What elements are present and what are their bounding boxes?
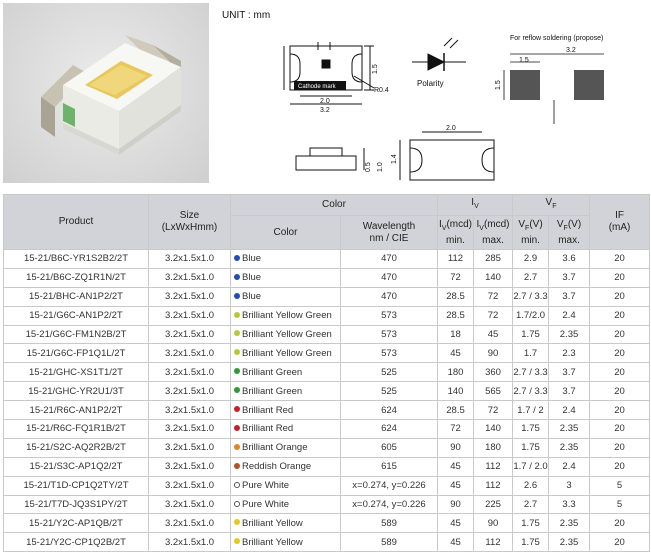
vf-min-cell: 1.7 / 2.0 (513, 457, 549, 476)
size-cell: 3.2x1.5x1.0 (149, 420, 231, 439)
iv-min-cell: 180 (438, 363, 474, 382)
iv-max-cell: 112 (474, 457, 513, 476)
table-row (4, 457, 650, 476)
color-dot-icon (234, 444, 240, 450)
color-name: Brilliant Yellow (242, 517, 303, 529)
header-vf-group: $V_F$ (513, 195, 590, 216)
vf-max-cell: 2.35 (549, 325, 590, 344)
iv-min-cell: 90 (438, 438, 474, 457)
color-name: Brilliant Red (242, 404, 294, 416)
table-row (4, 420, 650, 439)
header-product: Product (4, 195, 149, 250)
color-name: Brilliant Yellow (242, 536, 303, 548)
vf-max-cell: 3.3 (549, 495, 590, 514)
if-cell: 5 (590, 495, 650, 514)
table-row (4, 514, 650, 533)
size-cell: 3.2x1.5x1.0 (149, 438, 231, 457)
vf-min-cell: 2.9 (513, 250, 549, 269)
iv-min-cell: 45 (438, 344, 474, 363)
top-section (0, 0, 651, 190)
iv-max-cell: 225 (474, 495, 513, 514)
if-cell: 20 (590, 287, 650, 306)
color-cell (231, 325, 341, 344)
vf-min-cell: 2.7 / 3.3 (513, 382, 549, 401)
table-row (4, 533, 650, 552)
product-cell: 15-21/G6C-FM1N2B/2T (4, 325, 149, 344)
product-cell: 15-21/S2C-AQ2R2B/2T (4, 438, 149, 457)
table-row (4, 476, 650, 495)
product-cell: 15-21/G6C-AN1P2/2T (4, 306, 149, 325)
iv-min-cell: 90 (438, 495, 474, 514)
table-row (4, 401, 650, 420)
size-cell: 3.2x1.5x1.0 (149, 306, 231, 325)
table-row (4, 306, 650, 325)
color-name: Brilliant Green (242, 366, 303, 378)
iv-max-cell: 112 (474, 533, 513, 552)
vf-max-cell: 2.35 (549, 514, 590, 533)
product-cell: 15-21/T7D-JQ3S1PY/2T (4, 495, 149, 514)
if-cell: 20 (590, 363, 650, 382)
dim-radius: R0.4 (374, 87, 389, 94)
vf-max-cell: 3 (549, 476, 590, 495)
color-cell (231, 457, 341, 476)
color-dot-icon (234, 501, 240, 507)
product-cell: 15-21/R6C-AN1P2/2T (4, 401, 149, 420)
size-cell: 3.2x1.5x1.0 (149, 382, 231, 401)
vf-max-cell: 3.7 (549, 287, 590, 306)
dim-top-outer-width: 3.2 (320, 107, 330, 114)
unit-label: UNIT : mm (222, 10, 271, 21)
color-name: Brilliant Red (242, 423, 294, 435)
spec-table-body (4, 250, 650, 552)
vf-max-cell: 2.4 (549, 401, 590, 420)
table-row (4, 287, 650, 306)
if-cell: 20 (590, 306, 650, 325)
color-dot-icon (234, 519, 240, 525)
wavelength-cell: 573 (341, 325, 438, 344)
reflow-title: For reflow soldering (propose) (510, 35, 604, 42)
cathode-mark-label: Cathode mark (298, 84, 336, 90)
product-cell: 15-21/GHC-YR2U1/3T (4, 382, 149, 401)
product-cell: 15-21/G6C-FP1Q1L/2T (4, 344, 149, 363)
size-cell: 3.2x1.5x1.0 (149, 363, 231, 382)
table-row (4, 268, 650, 287)
product-cell: 15-21/Y2C-AP1QB/2T (4, 514, 149, 533)
wavelength-cell: 615 (341, 457, 438, 476)
vf-max-cell: 2.4 (549, 306, 590, 325)
header-vf-max: $V_F(V)$ max. (549, 216, 590, 250)
wavelength-cell: 624 (341, 420, 438, 439)
wavelength-cell: 573 (341, 306, 438, 325)
color-name: Brilliant Green (242, 385, 303, 397)
dim-side-t2: 1.0 (377, 162, 384, 172)
wavelength-cell: 525 (341, 382, 438, 401)
wavelength-cell: 624 (341, 401, 438, 420)
spec-table (3, 194, 650, 552)
dimension-drawing (214, 24, 651, 190)
vf-max-cell: 3.7 (549, 363, 590, 382)
color-cell (231, 476, 341, 495)
smd-led-image (3, 3, 209, 183)
iv-max-cell: 180 (474, 438, 513, 457)
dim-pad-height: 1.5 (495, 80, 502, 90)
vf-min-cell: 2.7 (513, 268, 549, 287)
if-cell: 20 (590, 457, 650, 476)
if-cell: 20 (590, 533, 650, 552)
wavelength-cell: 573 (341, 344, 438, 363)
iv-max-cell: 565 (474, 382, 513, 401)
if-cell: 5 (590, 476, 650, 495)
vf-min-cell: 2.7 (513, 495, 549, 514)
color-dot-icon (234, 293, 240, 299)
color-dot-icon (234, 387, 240, 393)
color-dot-icon (234, 274, 240, 280)
iv-max-cell: 140 (474, 268, 513, 287)
color-cell (231, 514, 341, 533)
iv-min-cell: 28.5 (438, 401, 474, 420)
color-dot-icon (234, 482, 240, 488)
if-cell: 20 (590, 438, 650, 457)
wavelength-cell: x=0.274, y=0.226 (341, 476, 438, 495)
color-dot-icon (234, 425, 240, 431)
vf-max-cell: 2.35 (549, 438, 590, 457)
wavelength-cell: 470 (341, 250, 438, 269)
vf-min-cell: 1.75 (513, 325, 549, 344)
iv-min-cell: 45 (438, 533, 474, 552)
iv-min-cell: 45 (438, 457, 474, 476)
color-name: Brilliant Yellow Green (242, 310, 332, 322)
polarity-symbol (412, 38, 466, 71)
vf-max-cell: 2.35 (549, 420, 590, 439)
iv-max-cell: 72 (474, 306, 513, 325)
color-dot-icon (234, 312, 240, 318)
color-cell (231, 306, 341, 325)
vf-min-cell: 1.75 (513, 533, 549, 552)
color-dot-icon (234, 538, 240, 544)
header-iv-group: $I_V$ (438, 195, 513, 216)
color-cell (231, 382, 341, 401)
color-dot-icon (234, 368, 240, 374)
color-name: Brilliant Orange (242, 442, 308, 454)
product-cell: 15-21/GHC-XS1T1/2T (4, 363, 149, 382)
size-cell: 3.2x1.5x1.0 (149, 514, 231, 533)
iv-min-cell: 140 (438, 382, 474, 401)
iv-min-cell: 45 (438, 514, 474, 533)
vf-min-cell: 2.7 / 3.3 (513, 287, 549, 306)
bottom-view-outline (400, 132, 494, 180)
color-name: Pure White (242, 480, 289, 492)
polarity-label: Polarity (417, 79, 444, 88)
iv-max-cell: 90 (474, 514, 513, 533)
table-row (4, 495, 650, 514)
iv-min-cell: 28.5 (438, 306, 474, 325)
color-name: Blue (242, 272, 262, 284)
vf-min-cell: 2.6 (513, 476, 549, 495)
color-cell (231, 420, 341, 439)
size-cell: 3.2x1.5x1.0 (149, 495, 231, 514)
iv-max-cell: 140 (474, 420, 513, 439)
wavelength-cell: 589 (341, 514, 438, 533)
dim-bottom-width: 2.0 (446, 125, 456, 132)
table-row (4, 363, 650, 382)
iv-max-cell: 360 (474, 363, 513, 382)
dim-top-inner-width: 2.0 (320, 98, 330, 105)
color-cell (231, 268, 341, 287)
wavelength-cell: 605 (341, 438, 438, 457)
color-dot-icon (234, 349, 240, 355)
product-cell: 15-21/B6C-YR1S2B2/2T (4, 250, 149, 269)
iv-min-cell: 72 (438, 268, 474, 287)
color-dot-icon (234, 330, 240, 336)
color-name: Pure White (242, 499, 289, 511)
product-cell: 15-21/B6C-ZQ1R1N/2T (4, 268, 149, 287)
color-dot-icon (234, 406, 240, 412)
header-size: Size (LxWxHmm) (149, 195, 231, 250)
iv-max-cell: 90 (474, 344, 513, 363)
dim-side-t1: 0.5 (365, 162, 372, 172)
size-cell: 3.2x1.5x1.0 (149, 287, 231, 306)
color-cell (231, 533, 341, 552)
color-cell (231, 495, 341, 514)
reflow-pads (504, 54, 604, 124)
table-row (4, 438, 650, 457)
wavelength-cell: 470 (341, 268, 438, 287)
header-wavelength: Wavelength nm / CIE (341, 216, 438, 250)
size-cell: 3.2x1.5x1.0 (149, 250, 231, 269)
color-dot-icon (234, 463, 240, 469)
vf-max-cell: 2.35 (549, 533, 590, 552)
if-cell: 20 (590, 325, 650, 344)
color-cell (231, 344, 341, 363)
color-dot-icon (234, 255, 240, 261)
vf-max-cell: 2.4 (549, 457, 590, 476)
color-cell (231, 401, 341, 420)
if-cell: 20 (590, 401, 650, 420)
color-name: Blue (242, 291, 262, 303)
dim-pad-width: 1.5 (519, 57, 529, 64)
vf-min-cell: 2.7 / 3.3 (513, 363, 549, 382)
if-cell: 20 (590, 268, 650, 287)
color-cell (231, 438, 341, 457)
color-name: Brilliant Yellow Green (242, 347, 332, 359)
vf-min-cell: 1.75 (513, 438, 549, 457)
iv-min-cell: 45 (438, 476, 474, 495)
size-cell: 3.2x1.5x1.0 (149, 533, 231, 552)
iv-min-cell: 18 (438, 325, 474, 344)
if-cell: 20 (590, 382, 650, 401)
iv-min-cell: 72 (438, 420, 474, 439)
table-row (4, 382, 650, 401)
iv-max-cell: 45 (474, 325, 513, 344)
color-name: Reddish Orange (242, 461, 312, 473)
dim-bottom-height: 1.4 (391, 154, 398, 164)
vf-max-cell: 3.7 (549, 382, 590, 401)
vf-min-cell: 1.75 (513, 420, 549, 439)
color-cell (231, 250, 341, 269)
wavelength-cell: x=0.274, y=0.226 (341, 495, 438, 514)
dim-pad-span: 3.2 (566, 47, 576, 54)
size-cell: 3.2x1.5x1.0 (149, 268, 231, 287)
iv-max-cell: 72 (474, 401, 513, 420)
if-cell: 20 (590, 344, 650, 363)
header-color-group: Color (231, 195, 438, 216)
if-cell: 20 (590, 420, 650, 439)
color-name: Brilliant Yellow Green (242, 329, 332, 340)
vf-min-cell: 1.7 (513, 344, 549, 363)
header-iv-min: $I_V(mcd)$ min. (438, 216, 474, 250)
vf-min-cell: 1.75 (513, 514, 549, 533)
iv-max-cell: 112 (474, 476, 513, 495)
product-cell: 15-21/T1D-CP1Q2TY/2T (4, 476, 149, 495)
iv-min-cell: 112 (438, 250, 474, 269)
header-vf-min: $V_F(V)$ min. (513, 216, 549, 250)
top-view-outline (284, 42, 374, 104)
wavelength-cell: 589 (341, 533, 438, 552)
header-if: IF (mA) (590, 195, 650, 250)
iv-min-cell: 28.5 (438, 287, 474, 306)
iv-max-cell: 72 (474, 287, 513, 306)
size-cell: 3.2x1.5x1.0 (149, 401, 231, 420)
side-view-outline (296, 148, 364, 170)
size-cell: 3.2x1.5x1.0 (149, 476, 231, 495)
product-cell: 15-21/S3C-AP1Q2/2T (4, 457, 149, 476)
vf-max-cell: 3.6 (549, 250, 590, 269)
color-cell (231, 287, 341, 306)
table-row (4, 325, 650, 344)
size-cell: 3.2x1.5x1.0 (149, 325, 231, 344)
wavelength-cell: 470 (341, 287, 438, 306)
iv-max-cell: 285 (474, 250, 513, 269)
table-row (4, 250, 650, 269)
vf-min-cell: 1.7/2.0 (513, 306, 549, 325)
product-cell: 15-21/BHC-AN1P2/2T (4, 287, 149, 306)
if-cell: 20 (590, 250, 650, 269)
color-cell (231, 363, 341, 382)
size-cell: 3.2x1.5x1.0 (149, 344, 231, 363)
vf-min-cell: 1.7 / 2 (513, 401, 549, 420)
header-iv-max: $I_V(mcd)$ max. (474, 216, 513, 250)
header-color: Color (231, 216, 341, 250)
vf-max-cell: 2.3 (549, 344, 590, 363)
table-row (4, 344, 650, 363)
if-cell: 20 (590, 514, 650, 533)
vf-max-cell: 3.7 (549, 268, 590, 287)
wavelength-cell: 525 (341, 363, 438, 382)
product-photo (3, 3, 209, 183)
dim-top-height: 1.5 (372, 64, 379, 74)
product-cell: 15-21/Y2C-CP1Q2B/2T (4, 533, 149, 552)
size-cell: 3.2x1.5x1.0 (149, 457, 231, 476)
product-cell: 15-21/R6C-FQ1R1B/2T (4, 420, 149, 439)
color-name: Blue (242, 253, 262, 265)
